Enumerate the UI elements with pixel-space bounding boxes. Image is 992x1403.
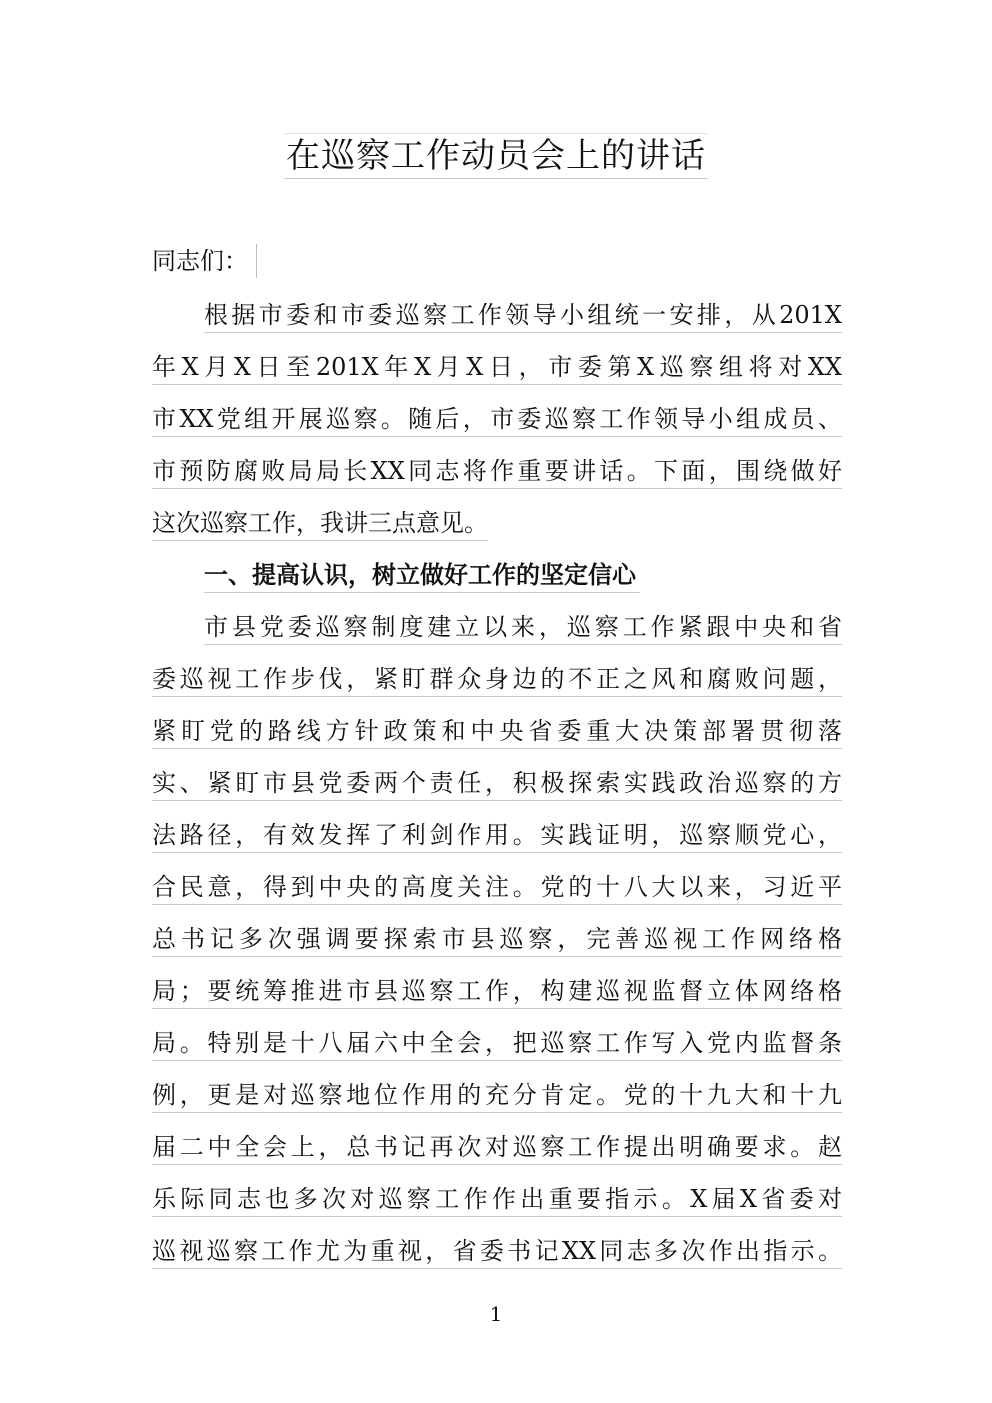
paragraph-line: 乐际同志也多次对巡察工作作出重要指示。X届X省委对 <box>152 1182 842 1217</box>
paragraph-line: 巡视巡察工作尤为重视，省委书记XX同志多次作出指示。 <box>152 1234 842 1269</box>
paragraph-line: 市预防腐败局局长XX同志将作重要讲话。下面，围绕做好 <box>152 454 842 489</box>
paragraph-line: 紧盯党的路线方针政策和中央省委重大决策部署贯彻落 <box>152 714 842 749</box>
document-title <box>0 133 992 179</box>
paragraph-line: 这次巡察工作，我讲三点意见。 <box>152 506 488 541</box>
paragraph-line: 年X月X日至201X年X月X日，市委第X巡察组将对XX <box>152 350 842 385</box>
paragraph-line: 合民意，得到中央的高度关注。党的十八大以来，习近平 <box>152 870 842 905</box>
paragraph-line: 市县党委巡察制度建立以来，巡察工作紧跟中央和省 <box>204 610 842 645</box>
salutation: 同志们： <box>152 244 257 278</box>
paragraph-line: 局；要统筹推进市县巡察工作，构建巡视监督立体网络格 <box>152 974 842 1009</box>
paragraph-line: 根据市委和市委巡察工作领导小组统一安排，从201X <box>204 298 842 333</box>
paragraph-line: 总书记多次强调要探索市县巡察，完善巡视工作网络格 <box>152 922 842 957</box>
paragraph-line: 委巡视工作步伐，紧盯群众身边的不正之风和腐败问题， <box>152 662 842 697</box>
paragraph-line: 届二中全会上，总书记再次对巡察工作提出明确要求。赵 <box>152 1130 842 1165</box>
section-heading: 一、提高认识，树立做好工作的坚定信心 <box>204 558 640 593</box>
paragraph-line: 市XX党组开展巡察。随后，市委巡察工作领导小组成员、 <box>152 402 842 437</box>
paragraph-line: 实、紧盯市县党委两个责任，积极探索实践政治巡察的方 <box>152 766 842 801</box>
paragraph-line: 局。特别是十八届六中全会，把巡察工作写入党内监督条 <box>152 1026 842 1061</box>
paragraph-line: 例，更是对巡察地位作用的充分肯定。党的十九大和十九 <box>152 1078 842 1113</box>
page-number: 1 <box>489 1302 503 1326</box>
document-title-text: 在巡察工作动员会上的讲话 <box>284 133 708 179</box>
paragraph-line: 法路径，有效发挥了利剑作用。实践证明，巡察顺党心， <box>152 818 842 853</box>
